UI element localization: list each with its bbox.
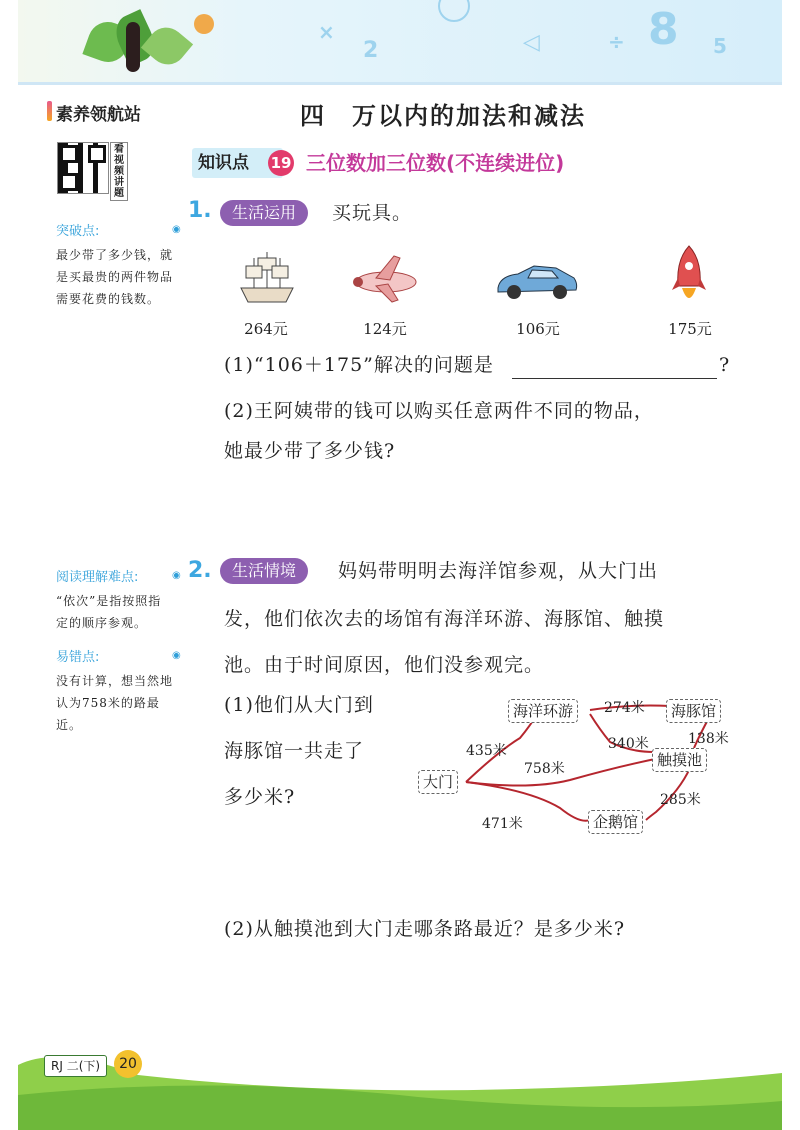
distance-label: 340米 — [608, 736, 649, 752]
circle-icon — [438, 0, 470, 22]
q2-part1-line1: (1)他们从大门到 — [224, 694, 374, 716]
map-node-gate: 大门 — [418, 770, 458, 794]
brand-title: 素养领航站 — [56, 105, 141, 125]
edition-label: RJ 二(下) — [44, 1055, 107, 1077]
triangle-icon: ◁ — [523, 30, 540, 55]
map-node-dolphin: 海豚馆 — [666, 699, 721, 723]
dot-icon: ◉ — [172, 650, 181, 661]
q1-part2-line1: (2)王阿姨带的钱可以购买任意两件不同的物品， — [224, 400, 654, 422]
chapter-title: 四 万以内的加法和减法 — [300, 102, 586, 130]
ship-icon — [236, 248, 298, 306]
note-head-reading: 阅读理解难点: — [56, 570, 139, 585]
distance-label: 274米 — [604, 700, 645, 716]
digit-icon: 5 — [713, 34, 727, 58]
q2-part1-line3: 多少米? — [224, 786, 296, 808]
distance-label: 435米 — [466, 743, 507, 759]
note-text-breakthrough: 最少带了多少钱，就是买最贵的两件物品需要花费的钱数。 — [56, 248, 174, 306]
plane-icon — [346, 252, 426, 306]
qr-corner — [88, 145, 106, 163]
answer-blank[interactable] — [512, 377, 717, 379]
digit-icon: 8 — [648, 4, 679, 55]
qr-corner — [60, 145, 78, 163]
multiply-icon: × — [318, 20, 335, 44]
distance-label: 758米 — [524, 761, 565, 777]
knowledge-point-tag: 知识点 — [192, 148, 283, 178]
question-tag: 生活运用 — [220, 200, 308, 226]
qr-code[interactable] — [57, 142, 109, 194]
price-label: 264元 — [244, 320, 288, 338]
note-head-mistake: 易错点: — [56, 650, 100, 665]
distance-label: 285米 — [660, 792, 701, 808]
car-icon — [494, 262, 580, 300]
brand-marker — [47, 101, 52, 121]
top-banner — [18, 0, 782, 85]
page-number: 20 — [114, 1050, 142, 1078]
q2-line3: 池。由于时间原因，他们没参观完。 — [224, 654, 545, 676]
price-label: 124元 — [363, 320, 407, 338]
note-text-reading: “依次”是指按照指定的顺序参观。 — [56, 594, 162, 630]
question-number: 2. — [188, 558, 212, 583]
distance-label: 138米 — [688, 731, 729, 747]
q1-part1-end: ? — [719, 354, 731, 376]
q2-line2: 发，他们依次去的场馆有海洋环游、海豚馆、触摸 — [224, 608, 665, 630]
map-node-ocean-tour: 海洋环游 — [508, 699, 578, 723]
distance-label: 471米 — [482, 816, 523, 832]
knowledge-point-title: 三位数加三位数(不连续进位) — [306, 151, 565, 175]
price-label: 106元 — [516, 320, 560, 338]
digit-icon: 2 — [363, 38, 379, 63]
question-tag: 生活情境 — [220, 558, 308, 584]
q2-part2: (2)从触摸池到大门走哪条路最近？是多少米? — [224, 918, 626, 940]
dot-icon: ◉ — [172, 224, 181, 235]
flower-icon — [194, 14, 214, 34]
divide-icon: ÷ — [608, 30, 625, 54]
rocket-icon — [672, 244, 706, 310]
note-head-breakthrough: 突破点: — [56, 224, 100, 239]
price-label: 175元 — [668, 320, 712, 338]
plant-stem-icon — [126, 22, 140, 72]
note-text-mistake: 没有计算，想当然地认为758米的路最近。 — [56, 674, 174, 732]
dot-icon: ◉ — [172, 570, 181, 581]
question-number: 1. — [188, 198, 212, 223]
qr-corner — [60, 173, 78, 191]
map-node-touch-pool: 触摸池 — [652, 748, 707, 772]
q2-part1-line2: 海豚馆一共走了 — [224, 740, 365, 762]
q1-part1: (1)“106＋175”解决的问题是 — [224, 354, 494, 376]
question-stem: 买玩具。 — [332, 202, 413, 224]
q2-line1: 妈妈带明明去海洋馆参观，从大门出 — [338, 560, 659, 582]
map-node-penguin: 企鹅馆 — [588, 810, 643, 834]
q1-part2-line2: 她最少带了多少钱? — [224, 440, 396, 462]
qr-label: 看视频讲题 — [110, 142, 128, 201]
knowledge-point-number: 19 — [268, 150, 294, 176]
